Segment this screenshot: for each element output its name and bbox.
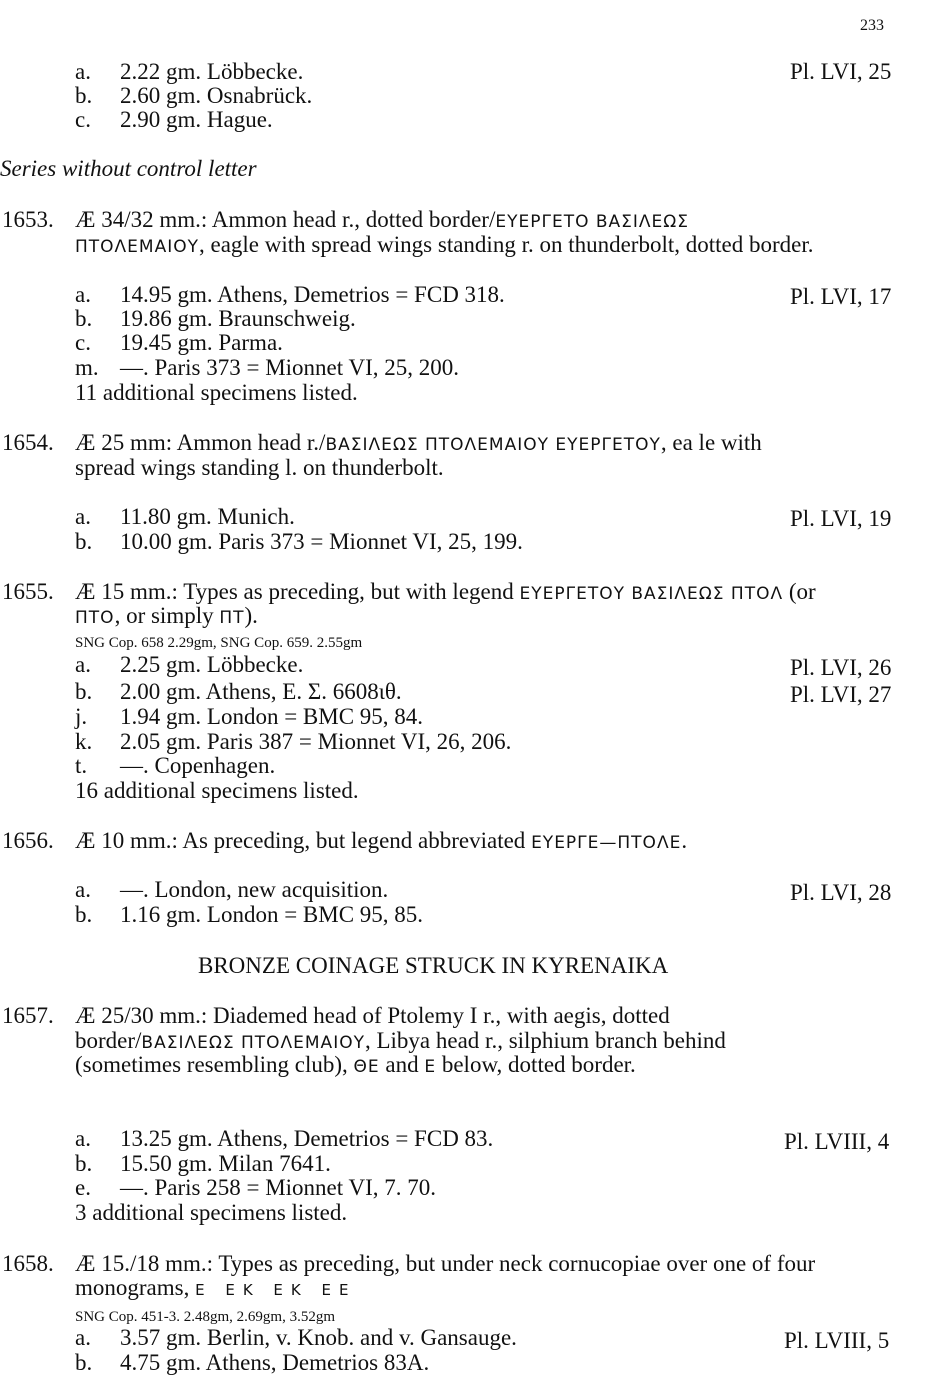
plate-ref: Pl. LVI, 28 bbox=[790, 880, 892, 905]
entry-description-cont bbox=[75, 233, 814, 260]
page-number: 233 bbox=[860, 17, 884, 34]
desc-text: , eagle with spread wings standing r. on thunderbolt, dotted border. bbox=[199, 232, 814, 257]
item-letter: a. bbox=[75, 1126, 91, 1151]
list-item-text: 2.60 gm. Osnabrück. bbox=[120, 83, 313, 108]
item-letter: a. bbox=[75, 504, 91, 529]
desc-text: Æ 34/32 mm.: Ammon head r., dotted border/ bbox=[75, 207, 496, 232]
list-item-text: 1.94 gm. London = BMC 95, 84. bbox=[120, 704, 424, 729]
entry-description-cont: spread wings standing l. on thunderbolt. bbox=[75, 455, 444, 480]
plate-ref: Pl. LVI, 25 bbox=[790, 59, 892, 84]
series-heading: Series without control letter bbox=[0, 156, 257, 181]
greek-legend: ΠΤΟΛΕΜΑΙΟΥ bbox=[75, 237, 199, 257]
greek-legend: ΕΥΕΡΓΕΤΟΥ ΒΑΣΙΛΕΩΣ ΠΤΟΛ bbox=[519, 584, 784, 604]
item-letter: b. bbox=[75, 1151, 93, 1176]
entry-description bbox=[75, 829, 687, 856]
list-item-text: —. Paris 258 = Mionnet VI, 7. 70. bbox=[120, 1175, 437, 1200]
greek-legend: ΕΥΕΡΓΕΤΟ ΒΑΣΙΛΕΩΣ bbox=[495, 212, 690, 232]
desc-text: . bbox=[681, 828, 688, 853]
item-letter: b. bbox=[75, 83, 93, 108]
desc-text: below, dotted border. bbox=[436, 1052, 636, 1077]
desc-text: , ea le with bbox=[660, 430, 762, 455]
item-letter: m. bbox=[75, 355, 99, 380]
item-letter: b. bbox=[75, 529, 93, 554]
desc-text: , Libya head r., silphium branch behind bbox=[364, 1028, 726, 1053]
list-item-text: 1.16 gm. London = BMC 95, 85. bbox=[120, 902, 424, 927]
entry-number: 1658. bbox=[2, 1251, 54, 1276]
plate-ref: Pl. LVI, 26 bbox=[790, 655, 892, 680]
greek-legend: ΘΕ bbox=[353, 1057, 380, 1077]
item-letter: b. bbox=[75, 902, 93, 927]
plate-ref: Pl. LVIII, 5 bbox=[784, 1328, 890, 1353]
list-item-text: 3.57 gm. Berlin, v. Knob. and v. Gansauge. bbox=[120, 1325, 517, 1350]
plate-ref: Pl. LVI, 19 bbox=[790, 506, 892, 531]
desc-text: monograms, bbox=[75, 1275, 196, 1300]
list-item-text: 13.25 gm. Athens, Demetrios = FCD 83. bbox=[120, 1126, 494, 1151]
entry-number: 1655. bbox=[2, 579, 54, 604]
list-item-text: —. Paris 373 = Mionnet VI, 25, 200. bbox=[120, 355, 460, 380]
additional-specimens: 3 additional specimens listed. bbox=[75, 1200, 348, 1225]
item-letter: a. bbox=[75, 652, 91, 677]
desc-text: Æ 15 mm.: Types as preceding, but with legend bbox=[75, 579, 520, 604]
greek-legend: ΒΑΣΙΛΕΩΣ ΠΤΟΛΕΜΑΙΟΥ ΕΥΕΡΓΕΤΟΥ bbox=[325, 435, 661, 455]
section-heading: BRONZE COINAGE STRUCK IN KYRENAIKA bbox=[198, 953, 669, 978]
greek-legend: ΠΤ bbox=[219, 608, 245, 628]
entry-description-cont bbox=[75, 604, 258, 631]
entry-description bbox=[75, 208, 689, 235]
item-letter: c. bbox=[75, 330, 91, 355]
list-item bbox=[75, 60, 91, 85]
entry-description-cont bbox=[75, 1276, 356, 1303]
list-item-text: 19.86 gm. Braunschweig. bbox=[120, 306, 356, 331]
desc-text: (or bbox=[783, 579, 816, 604]
list-item-text: —. Copenhagen. bbox=[120, 753, 276, 778]
entry-number: 1653. bbox=[2, 207, 54, 232]
entry-number: 1657. bbox=[2, 1003, 54, 1028]
desc-text: ). bbox=[244, 603, 258, 628]
sng-reference: SNG Cop. 451-3. 2.48gm, 2.69gm, 3.52gm bbox=[75, 1309, 336, 1325]
plate-ref: Pl. LVI, 17 bbox=[790, 284, 892, 309]
list-item-text: 2.22 gm. Löbbecke. bbox=[120, 59, 304, 84]
list-item-text: 2.90 gm. Hague. bbox=[120, 107, 273, 132]
desc-text: Æ 10 mm.: As preceding, but legend abbreviated bbox=[75, 828, 532, 853]
desc-text: (sometimes resembling club), bbox=[75, 1052, 354, 1077]
entry-description: Æ 25/30 mm.: Diademed head of Ptolemy I r., with aegis, dotted bbox=[75, 1003, 670, 1028]
item-letter: t. bbox=[75, 753, 88, 778]
greek-legend: ΕΥΕΡΓΕ—ΠΤΟΛΕ bbox=[531, 833, 682, 853]
list-item-text: 15.50 gm. Milan 7641. bbox=[120, 1151, 331, 1176]
plate-ref: Pl. LVIII, 4 bbox=[784, 1129, 890, 1154]
list-item-text: 10.00 gm. Paris 373 = Mionnet VI, 25, 199. bbox=[120, 529, 523, 554]
list-item-text: 19.45 gm. Parma. bbox=[120, 330, 283, 355]
desc-text: , or simply bbox=[114, 603, 220, 628]
list-item-text: 2.05 gm. Paris 387 = Mionnet VI, 26, 206. bbox=[120, 729, 512, 754]
plate-ref: Pl. LVI, 27 bbox=[790, 682, 892, 707]
item-letter: a. bbox=[75, 59, 91, 84]
item-letter: b. bbox=[75, 1350, 93, 1375]
list-item-text: 4.75 gm. Athens, Demetrios 83A. bbox=[120, 1350, 430, 1375]
item-letter: k. bbox=[75, 729, 93, 754]
list-item-text: 14.95 gm. Athens, Demetrios = FCD 318. bbox=[120, 282, 505, 307]
item-letter: e. bbox=[75, 1175, 91, 1200]
greek-monogram: Ε bbox=[424, 1057, 437, 1077]
additional-specimens: 11 additional specimens listed. bbox=[75, 380, 358, 405]
item-letter: b. bbox=[75, 306, 93, 331]
item-letter: a. bbox=[75, 1325, 91, 1350]
desc-text: border/ bbox=[75, 1028, 142, 1053]
item-letter: a. bbox=[75, 877, 91, 902]
desc-text: and bbox=[379, 1052, 425, 1077]
desc-text: Æ 25 mm: Ammon head r./ bbox=[75, 430, 326, 455]
item-letter: j. bbox=[75, 704, 88, 729]
entry-description: Æ 15./18 mm.: Types as preceding, but under neck cornucopiae over one of four bbox=[75, 1251, 816, 1276]
item-letter: c. bbox=[75, 107, 91, 132]
additional-specimens: 16 additional specimens listed. bbox=[75, 778, 359, 803]
entry-number: 1654. bbox=[2, 430, 54, 455]
greek-legend: ΠΤΟ bbox=[75, 608, 115, 628]
entry-description-cont bbox=[75, 1053, 636, 1080]
entry-number: 1656. bbox=[2, 828, 54, 853]
monogram-list: Ε ΕΚ ΕΚ ΕΕ bbox=[195, 1281, 357, 1299]
list-item-text: 2.25 gm. Löbbecke. bbox=[120, 652, 304, 677]
item-letter: b. bbox=[75, 679, 93, 704]
item-letter: a. bbox=[75, 282, 91, 307]
entry-description bbox=[75, 431, 762, 458]
list-item-text: 2.00 gm. Athens, Ε. Σ. 6608ιθ. bbox=[120, 679, 402, 704]
sng-reference: SNG Cop. 658 2.29gm, SNG Cop. 659. 2.55gm bbox=[75, 635, 363, 651]
list-item-text: —. London, new acquisition. bbox=[120, 877, 389, 902]
greek-legend: ΒΑΣΙΛΕΩΣ ΠΤΟΛΕΜΑΙΟΥ bbox=[141, 1033, 365, 1053]
list-item-text: 11.80 gm. Munich. bbox=[120, 504, 295, 529]
